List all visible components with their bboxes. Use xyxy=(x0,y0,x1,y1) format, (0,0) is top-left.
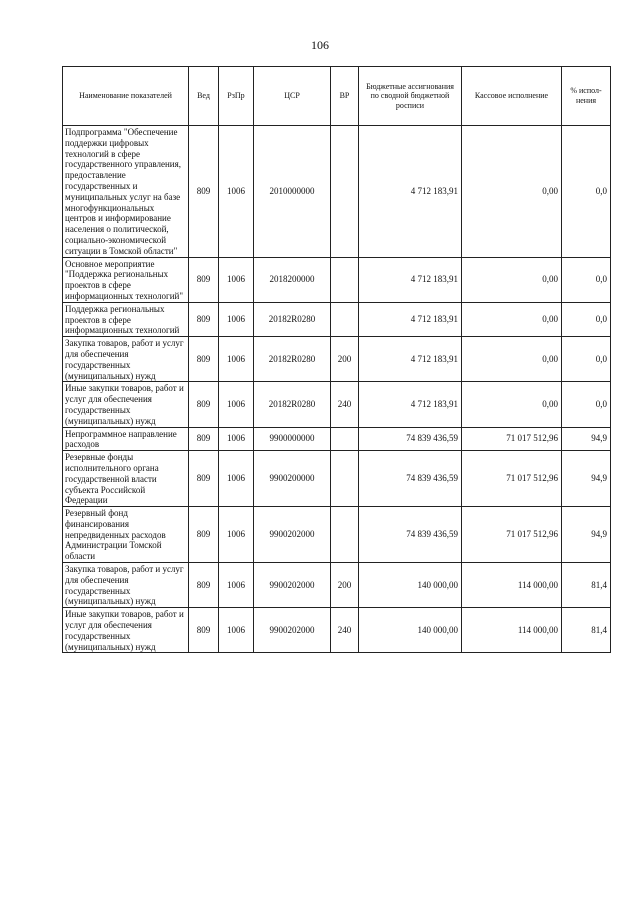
row-rzpr: 1006 xyxy=(219,507,254,563)
row-rzpr: 1006 xyxy=(219,451,254,507)
row-name: Закупка товаров, работ и услуг для обеспечения государственных (муниципальных) нужд xyxy=(63,563,189,608)
row-ved: 809 xyxy=(189,302,219,336)
row-plan: 4 712 183,91 xyxy=(359,257,462,302)
row-name: Основное мероприятие "Поддержка региональных проектов в сфере информационных технологий" xyxy=(63,257,189,302)
row-plan: 140 000,00 xyxy=(359,608,462,653)
table-row xyxy=(63,451,611,507)
row-csr: 9900202000 xyxy=(254,507,331,563)
row-pct: 81,4 xyxy=(562,608,611,653)
row-csr: 2010000000 xyxy=(254,126,331,258)
row-ved: 809 xyxy=(189,507,219,563)
header-vr: ВР xyxy=(331,67,359,126)
row-pct: 0,0 xyxy=(562,126,611,258)
row-exec: 71 017 512,96 xyxy=(462,507,562,563)
row-ved: 809 xyxy=(189,337,219,382)
row-rzpr: 1006 xyxy=(219,302,254,336)
table-row xyxy=(63,126,611,258)
row-ved: 809 xyxy=(189,382,219,427)
row-plan: 4 712 183,91 xyxy=(359,382,462,427)
row-vr: 200 xyxy=(331,337,359,382)
row-pct: 94,9 xyxy=(562,427,611,451)
row-name: Резервные фонды исполнительного органа государственной власти субъекта Российской Федерации xyxy=(63,451,189,507)
row-csr: 9900202000 xyxy=(254,563,331,608)
row-pct: 0,0 xyxy=(562,337,611,382)
row-name: Поддержка региональных проектов в сфере информационных технологий xyxy=(63,302,189,336)
table-row xyxy=(63,427,611,451)
row-vr xyxy=(331,451,359,507)
row-csr: 9900000000 xyxy=(254,427,331,451)
header-name: Наименование показателей xyxy=(63,67,189,126)
row-ved: 809 xyxy=(189,608,219,653)
row-pct: 0,0 xyxy=(562,302,611,336)
row-exec: 0,00 xyxy=(462,302,562,336)
row-pct: 94,9 xyxy=(562,507,611,563)
row-ved: 809 xyxy=(189,257,219,302)
row-vr xyxy=(331,302,359,336)
header-rzpr: РзПр xyxy=(219,67,254,126)
row-csr: 2018200000 xyxy=(254,257,331,302)
row-exec: 71 017 512,96 xyxy=(462,451,562,507)
row-csr: 20182R0280 xyxy=(254,382,331,427)
row-pct: 94,9 xyxy=(562,451,611,507)
row-csr: 9900200000 xyxy=(254,451,331,507)
table-row xyxy=(63,382,611,427)
row-pct: 0,0 xyxy=(562,382,611,427)
row-rzpr: 1006 xyxy=(219,382,254,427)
row-plan: 4 712 183,91 xyxy=(359,126,462,258)
row-plan: 4 712 183,91 xyxy=(359,302,462,336)
row-rzpr: 1006 xyxy=(219,337,254,382)
table-row xyxy=(63,302,611,336)
row-vr xyxy=(331,257,359,302)
row-ved: 809 xyxy=(189,427,219,451)
row-csr: 9900202000 xyxy=(254,608,331,653)
row-vr: 240 xyxy=(331,382,359,427)
header-plan: Бюджетные ассигнования по сводной бюджетной росписи xyxy=(359,67,462,126)
row-pct: 0,0 xyxy=(562,257,611,302)
row-ved: 809 xyxy=(189,126,219,258)
row-exec: 0,00 xyxy=(462,126,562,258)
row-ved: 809 xyxy=(189,563,219,608)
page-number: 106 xyxy=(311,38,329,52)
row-exec: 71 017 512,96 xyxy=(462,427,562,451)
header-ved: Вед xyxy=(189,67,219,126)
row-vr: 240 xyxy=(331,608,359,653)
row-plan: 74 839 436,59 xyxy=(359,507,462,563)
row-vr xyxy=(331,427,359,451)
row-plan: 140 000,00 xyxy=(359,563,462,608)
header-pct: % испол-нения xyxy=(562,67,611,126)
row-plan: 74 839 436,59 xyxy=(359,427,462,451)
row-name: Резервный фонд финансирования непредвиденных расходов Администрации Томской области xyxy=(63,507,189,563)
table-row xyxy=(63,257,611,302)
row-rzpr: 1006 xyxy=(219,427,254,451)
table-row xyxy=(63,563,611,608)
header-exec: Кассовое исполнение xyxy=(462,67,562,126)
row-name: Закупка товаров, работ и услуг для обеспечения государственных (муниципальных) нужд xyxy=(63,337,189,382)
row-name: Иные закупки товаров, работ и услуг для обеспечения государственных (муниципальных) нужд xyxy=(63,608,189,653)
header-csr: ЦСР xyxy=(254,67,331,126)
table-header-row xyxy=(63,67,611,126)
row-exec: 0,00 xyxy=(462,257,562,302)
row-vr xyxy=(331,507,359,563)
row-exec: 0,00 xyxy=(462,382,562,427)
row-csr: 20182R0280 xyxy=(254,302,331,336)
row-plan: 74 839 436,59 xyxy=(359,451,462,507)
row-exec: 0,00 xyxy=(462,337,562,382)
row-rzpr: 1006 xyxy=(219,608,254,653)
row-pct: 81,4 xyxy=(562,563,611,608)
table-row xyxy=(63,608,611,653)
row-ved: 809 xyxy=(189,451,219,507)
row-exec: 114 000,00 xyxy=(462,563,562,608)
table-row xyxy=(63,507,611,563)
row-plan: 4 712 183,91 xyxy=(359,337,462,382)
row-name: Подпрограмма "Обеспечение поддержки цифровых технологий в сфере государственного управления, предоставление государственных и муниципальных услуг на базе многофункциональных центров и информирование населения о политической, социально-экономической ситуации в Томской области" xyxy=(63,126,189,258)
row-rzpr: 1006 xyxy=(219,257,254,302)
budget-execution-table xyxy=(62,66,611,653)
row-name: Иные закупки товаров, работ и услуг для обеспечения государственных (муниципальных) нужд xyxy=(63,382,189,427)
table-row xyxy=(63,337,611,382)
row-vr xyxy=(331,126,359,258)
row-name: Непрограммное направление расходов xyxy=(63,427,189,451)
row-csr: 20182R0280 xyxy=(254,337,331,382)
row-vr: 200 xyxy=(331,563,359,608)
row-rzpr: 1006 xyxy=(219,563,254,608)
row-rzpr: 1006 xyxy=(219,126,254,258)
row-exec: 114 000,00 xyxy=(462,608,562,653)
